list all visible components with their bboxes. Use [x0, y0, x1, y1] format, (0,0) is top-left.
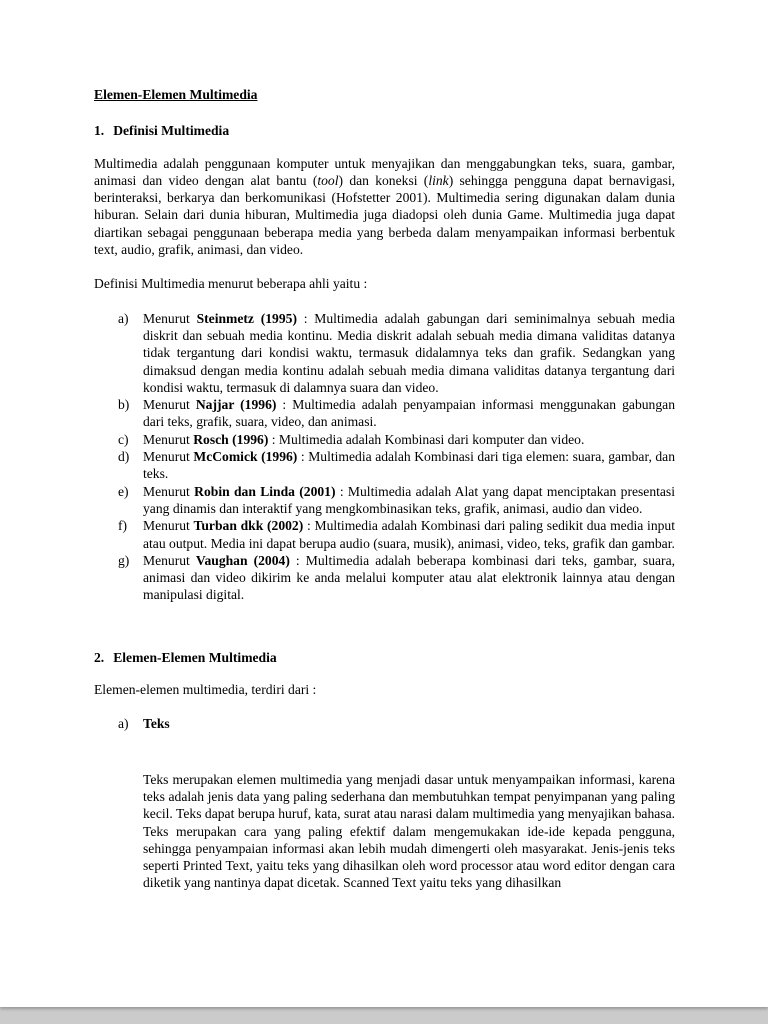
expert-text-rest: : Multimedia adalah penyampaian informasi menggunakan gabungan dari teks, grafik, suara, video, dan animasi.: [143, 397, 675, 430]
list-marker-b: b): [118, 397, 130, 413]
expert-name: Turban dkk (2002): [193, 518, 304, 534]
expert-item-g: [94, 552, 675, 604]
list-marker-d: d): [118, 449, 130, 465]
section-2: [94, 649, 675, 892]
list-marker-c: c): [118, 431, 129, 447]
expert-name: McComick (1996): [193, 449, 298, 465]
section-2-number: 2.: [94, 649, 105, 665]
section-1-number: 1.: [94, 123, 105, 139]
definisi-text-3: ) sehingga pengguna dapat bernavigasi, berinteraksi, berkarya dan berkomunikasi (Hofstetter 2001). Multimedia sering digunakan dalam dunia hiburan. Selain dari dunia hiburan, Multimedia juga diadopsi oleh dunia Game. Multimedia juga dapat diartikan sebagai penggunaan beberapa media yang berbeda dalam menyampaikan informasi berbentuk text, audio, grafik, animasi, dan video.: [94, 172, 675, 258]
expert-text-pre: Menurut: [143, 431, 194, 447]
elements-intro-paragraph: Elemen-elemen multimedia, terdiri dari :: [94, 682, 317, 698]
expert-text-pre: Menurut: [143, 483, 195, 499]
list-marker-a: a): [118, 310, 129, 326]
expert-item-c: [94, 431, 675, 448]
expert-name: Rosch (1996): [193, 431, 269, 447]
experts-list: [94, 310, 675, 604]
expert-text-pre: Menurut: [143, 449, 194, 465]
definisi-text-1: Multimedia adalah penggunaan komputer untuk menyajikan dan menggabungkan teks, suara, gambar, animasi dan video dengan alat bantu (: [94, 155, 675, 188]
expert-name: Robin dan Linda (2001): [194, 483, 336, 499]
section-2-heading: [94, 649, 675, 666]
section-1-heading-text: Definisi Multimedia: [113, 123, 230, 139]
expert-text-pre: Menurut: [143, 518, 194, 534]
expert-item-d: [94, 448, 675, 483]
expert-text-pre: Menurut: [143, 552, 196, 568]
expert-item-e: [94, 483, 675, 518]
expert-item-b: [94, 396, 675, 431]
expert-text-rest: : Multimedia adalah gabungan dari seminimalnya sebuah media diskrit dan sebuah media kontinu. Media diskrit adalah sebuah media dimana validitas datanya tidak tergantung dari kondisi waktu, termasuk didalamnya teks dan grafik. Sedangkan yang dimaksud dengan media kontinu adalah sebuah media dimana validitas datanya tergantung dari kondisi waktu, termasuk di dalamnya suara dan video.: [143, 310, 676, 395]
expert-text-rest: : Multimedia adalah Kombinasi dari tiga elemen: suara, gambar, dan teks.: [143, 449, 676, 482]
expert-text-rest: : Multimedia adalah Alat yang dapat menciptakan presentasi yang dinamis dan interaktif yang mengkombinasikan teks, grafik, animasi, audio dan video.: [143, 483, 676, 516]
link-italic: link: [428, 172, 449, 188]
definisi-text-2: ) dan koneksi (: [338, 172, 429, 188]
tool-italic: tool: [317, 172, 339, 188]
definisi-paragraph: [94, 155, 675, 259]
expert-item-f: [94, 517, 675, 552]
section-2-heading-text: Elemen-Elemen Multimedia: [113, 649, 277, 665]
expert-text-rest: : Multimedia adalah Kombinasi dari komputer dan video.: [268, 431, 585, 447]
list-marker-teks: a): [118, 716, 129, 732]
experts-intro-paragraph: Definisi Multimedia menurut beberapa ahli yaitu :: [94, 276, 368, 292]
expert-text-rest: : Multimedia adalah beberapa kombinasi dari teks, gambar, suara, animasi dan video dikirim ke anda melalui komputer atau alat elektronik lainnya atau dengan manipulasi digital.: [143, 552, 676, 603]
element-title: Teks: [143, 716, 170, 732]
section-1-heading: [94, 122, 675, 139]
list-marker-e: e): [118, 483, 129, 499]
expert-item-a: [94, 310, 675, 396]
expert-text-pre: Menurut: [143, 310, 197, 326]
element-body-paragraph: Teks merupakan elemen multimedia yang menjadi dasar untuk menyampaikan informasi, karena teks adalah jenis data yang paling sederhana dan membutuhkan tempat penyimpanan yang paling kecil. Teks dapat berupa huruf, kata, surat atau narasi dalam multimedia yang menyajikan bahasa. Teks merupakan cara yang paling efektif dalam mengemukakan ide-ide kepada pengguna, sehingga penyampaian informasi akan lebih mudah dimengerti oleh masyarakat. Jenis-jenis teks seperti Printed Text, yaitu teks yang dihasilkan oleh word processor atau word editor dengan cara diketik yang nantinya dapat dicetak. Scanned Text yaitu teks yang dihasilkan: [143, 771, 675, 891]
expert-name: Steinmetz (1995): [196, 310, 297, 326]
element-item-teks: [94, 715, 675, 891]
list-marker-g: g): [118, 552, 130, 568]
page-title: Elemen-Elemen Multimedia: [94, 87, 258, 102]
expert-name: Najjar (1996): [195, 397, 277, 413]
list-marker-f: f): [118, 518, 128, 534]
expert-text-rest: : Multimedia adalah Kombinasi dari paling sedikit dua media input atau output. Media ini dapat berupa audio (suara, musik), animasi, video, teks, grafik dan gambar.: [143, 518, 675, 551]
expert-text-pre: Menurut: [143, 397, 196, 413]
expert-name: Vaughan (2004): [195, 552, 290, 568]
